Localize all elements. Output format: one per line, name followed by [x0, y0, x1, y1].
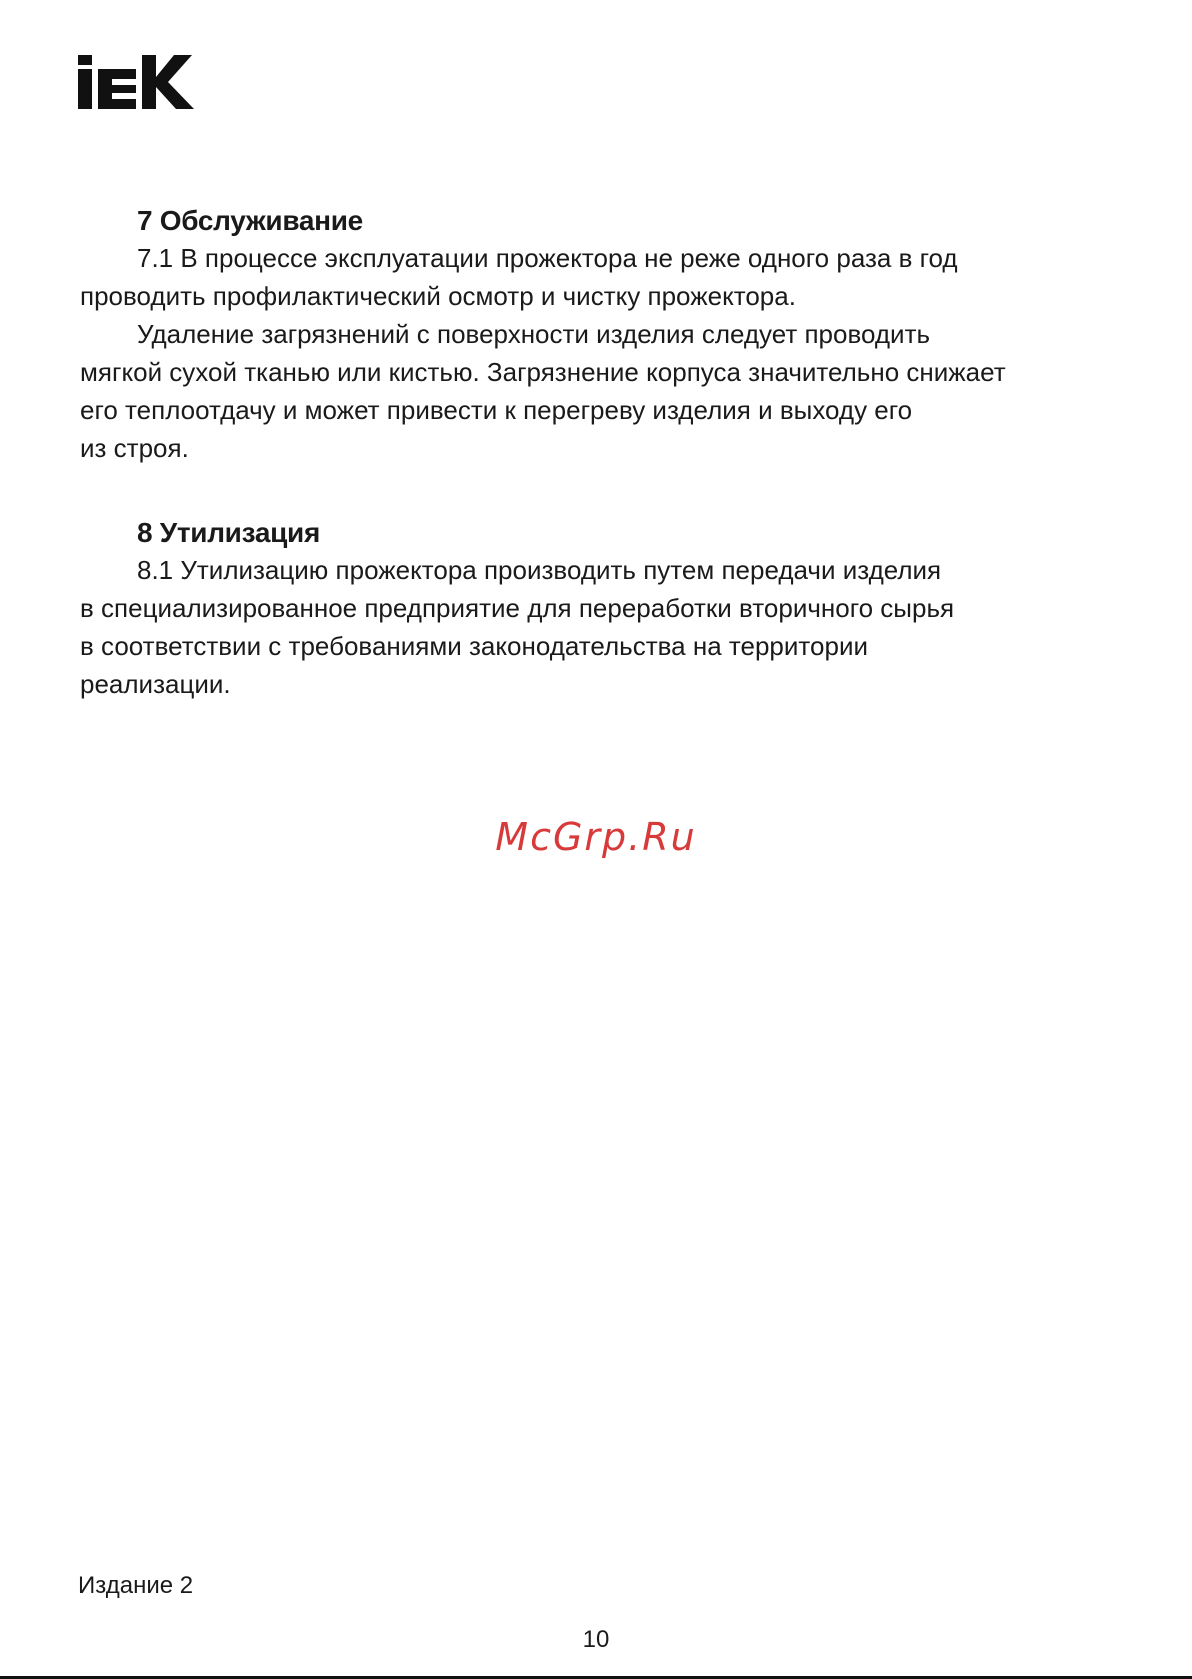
text-line: мягкой сухой тканью или кистью. Загрязнение корпуса значительно снижает — [80, 357, 1006, 387]
section-maintenance — [80, 203, 1120, 467]
paragraph — [80, 551, 1120, 703]
edition-label: Издание 2 — [78, 1572, 194, 1599]
text-line: в специализированное предприятие для переработки вторичного сырья — [80, 593, 955, 623]
iek-logo — [78, 55, 194, 109]
text-line: 7.1 В процессе эксплуатации прожектора не реже одного раза в год — [137, 243, 958, 273]
section-heading: 8 Утилизация — [137, 517, 320, 548]
text-line: из строя. — [80, 433, 189, 463]
text-line: его теплоотдачу и может привести к перегреву изделия и выходу его — [80, 395, 913, 425]
text-line: проводить профилактический осмотр и чистку прожектора. — [80, 281, 796, 311]
section-disposal — [80, 515, 1120, 703]
document-body — [80, 203, 1120, 751]
text-line: в соответствии с требованиями законодательства на территории — [80, 631, 868, 661]
section-heading: 7 Обслуживание — [137, 205, 363, 236]
text-line: реализации. — [80, 669, 231, 699]
paragraph — [80, 239, 1120, 467]
text-line: Удаление загрязнений с поверхности изделия следует проводить — [137, 319, 931, 349]
text-line: 8.1 Утилизацию прожектора производить путем передачи изделия — [137, 555, 942, 585]
page-number: 10 — [582, 1626, 610, 1653]
watermark: McGrp.Ru — [495, 815, 697, 859]
